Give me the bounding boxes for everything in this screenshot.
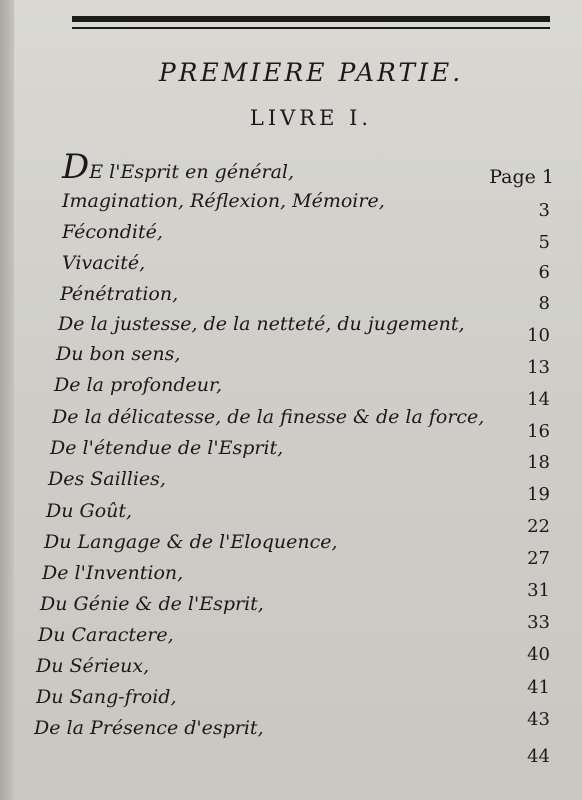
toc-entry-title: Du bon sens, [56,343,181,365]
toc-entry-page: 6 [538,262,550,283]
book-title: LIVRE I. [249,106,373,130]
toc-entry-title: De la délicatesse, de la finesse & de la force, [52,406,485,428]
toc-entry-page: 27 [527,548,550,569]
toc-entry-title: De l'Invention, [42,562,184,584]
toc-entry-title: Des Saillies, [48,468,166,490]
toc-entry-title: Fécondité, [62,221,163,243]
toc-entry-page: 14 [527,389,550,410]
toc-entry-title: Du Goût, [46,500,133,522]
toc-entry-title: Du Langage & de l'Eloquence, [44,531,338,553]
toc-entry-title: De la justesse, de la netteté, du jugement, [58,313,465,335]
toc-entry-title: Pénétration, [60,283,179,305]
toc-entry-page: 8 [538,293,550,314]
toc-entry-page: 16 [527,421,550,442]
drop-capital: D [62,147,90,187]
toc-entry-first [62,147,295,187]
toc-entry-title: E l'Esprit en général, [89,161,295,183]
toc-entry-page: Page 1 [489,166,554,188]
part-title: PREMIERE PARTIE. [158,58,464,87]
toc-entry-title: Imagination, Réflexion, Mémoire, [62,190,385,212]
toc-entry-title: Du Sérieux, [36,655,150,677]
toc-entry-title: De la Présence d'esprit, [34,717,264,739]
toc-entry-title: De l'étendue de l'Esprit, [50,437,284,459]
toc-entry-page: 33 [527,612,550,633]
toc-entry-page: 41 [527,677,550,698]
toc-entry-page: 13 [527,357,550,378]
toc-entry-page: 18 [527,452,550,473]
toc-entry-page: 40 [527,644,550,665]
toc-entry-page: 5 [538,232,550,253]
toc-entry-title: Vivacité, [62,252,146,274]
toc-entry-page: 10 [527,325,550,346]
toc-entry-page: 43 [527,709,550,730]
toc-entry-title: Du Caractere, [38,624,174,646]
toc-entry-page: 3 [538,200,550,221]
toc-entry-title: De la profondeur, [54,374,223,396]
toc-entry-page: 31 [527,580,550,601]
toc-entry-title: Du Sang-froid, [36,686,177,708]
toc-entry-page: 22 [527,516,550,537]
toc-entry-page: 19 [527,484,550,505]
toc-entry-title: Du Génie & de l'Esprit, [40,593,264,615]
toc-entry-page: 44 [527,746,550,767]
